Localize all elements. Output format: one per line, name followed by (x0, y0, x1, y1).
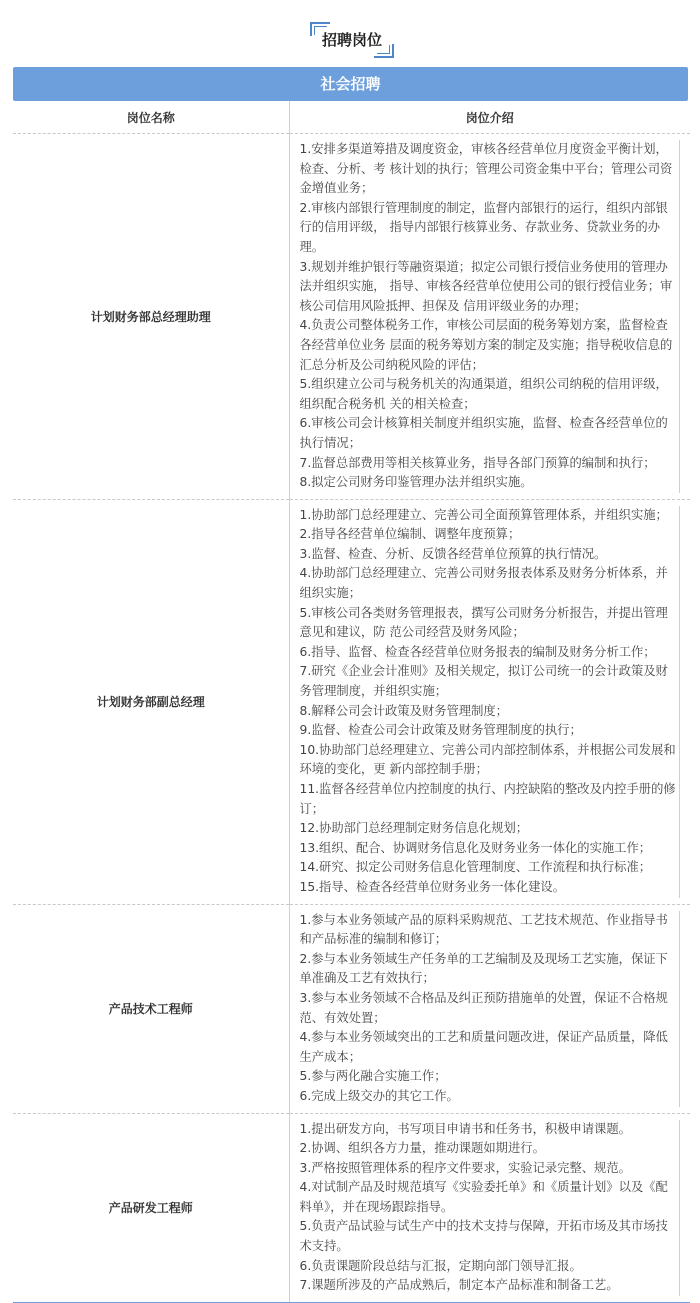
table-row (13, 1113, 690, 1302)
title-frame (310, 22, 394, 58)
description-line: 组织配合税务机 关的相关检查； (299, 396, 476, 411)
description-line: 4.协助部门总经理建立、完善公司财务报表体系及财务分析体系，并 (299, 566, 668, 581)
description-line: 执行情况； (299, 435, 361, 450)
position-description (289, 1113, 690, 1302)
description-line: 2.审核内部银行管理制度的制定，监督内部银行的运行，组织内部银 (299, 200, 668, 215)
description-line: 3.严格按照管理体系的程序文件要求，实验记录完整、规范。 (299, 1160, 631, 1175)
description-line: 术支持。 (299, 1239, 349, 1254)
description-line: 5.负责产品试验与试生产中的技术支持与保障，开拓市场及其市场技 (299, 1219, 668, 1234)
description-line: 6.负责课题阶段总结与汇报，定期向部门领导汇报。 (299, 1258, 582, 1273)
description-line: 5.参与两化融合实施工作； (299, 1069, 447, 1084)
position-name: 计划财务部副总经理 (13, 499, 289, 904)
description-line: 3.监督、检查、分析、反馈各经营单位预算的执行情况。 (299, 546, 607, 561)
description-block (300, 506, 681, 898)
description-line: 和产品标准的编制和修订； (299, 932, 448, 947)
description-line: 10.协助部门总经理建立、完善公司内部控制体系，并根据公司发展和 (299, 742, 676, 757)
position-description (289, 904, 690, 1113)
description-line: 行的信用评级， 指导内部银行核算业务、存款业务、贷款业务的办 (299, 220, 661, 235)
description-line: 法并组织实施， 指导、审核各经营单位使用公司的银行授信业务；审 (299, 279, 673, 294)
description-line: 料单》，并在现场跟踪指导。 (299, 1199, 454, 1214)
description-line: 14.研究、拟定公司财务信息化管理制度、工作流程和执行标准； (299, 860, 652, 875)
description-line: 1.提出研发方向，书写项目申请书和任务书，积极申请课题。 (299, 1121, 631, 1136)
description-line: 范、有效处置； (299, 1010, 386, 1025)
description-line: 4.参与本业务领域突出的工艺和质量问题改进，保证产品质量，降低 (299, 1030, 668, 1045)
page-header (0, 0, 700, 64)
position-name: 产品技术工程师 (13, 904, 289, 1113)
description-line: 5.审核公司各类财务管理报表，撰写公司财务分析报告，并提出管理 (299, 605, 668, 620)
description-line: 7.课题所涉及的产品成熟后，制定本产品标准和制备工艺。 (299, 1278, 619, 1293)
description-line: 理。 (299, 239, 325, 254)
description-line: 7.研究《企业会计准则》及相关规定，拟订公司统一的会计政策及财 (299, 664, 668, 679)
description-line: 9.监督、检查公司会计政策及财务管理制度的执行； (299, 723, 582, 738)
position-description (289, 499, 690, 904)
description-line: 1.参与本业务领域产品的原料采购规范、工艺技术规范、作业指导书 (299, 912, 668, 927)
description-block (300, 1120, 681, 1296)
description-line: 各经营单位业务 层面的税务筹划方案的制定及实施；指导税收信息的 (299, 337, 673, 352)
description-line: 4.负责公司整体税务工作，审核公司层面的税务筹划方案，监督检查 (299, 318, 668, 333)
description-line: 4.对试制产品及时规范填写《实验委托单》和《质量计划》以及《配 (299, 1180, 668, 1195)
description-line: 单准确及工艺有效执行； (299, 971, 435, 986)
position-name: 产品研发工程师 (13, 1113, 289, 1302)
table-header-row (13, 101, 690, 134)
job-table (13, 101, 690, 1303)
description-line: 意见和建议，防 范公司经营及财务风险； (299, 625, 525, 640)
table-body (13, 134, 690, 1303)
description-line: 11.监督各经营单位内控制度的执行、内控缺陷的整改及内控手册的修 (299, 782, 676, 796)
description-line: 订； (299, 801, 325, 816)
description-line: 6.完成上级交办的其它工作。 (299, 1088, 459, 1103)
description-block (300, 911, 681, 1107)
description-line: 环境的变化，更 新内部控制手册； (299, 762, 488, 777)
description-line: 12.协助部门总经理制定财务信息化规划； (299, 821, 529, 836)
description-line: 核公司信用风险抵押、担保及 信用评级业务的办理； (299, 298, 587, 313)
column-header-description: 岗位介绍 (289, 101, 690, 134)
description-line: 3.规划并维护银行等融资渠道；拟定公司银行授信业务使用的管理办 (299, 259, 668, 274)
description-line: 5.组织建立公司与税务机关的沟通渠道，组织公司纳税的信用评级， (299, 377, 668, 392)
description-line: 7.监督总部费用等相关核算业务，指导各部门预算的编制和执行； (299, 455, 656, 470)
description-line: 8.拟定公司财务印鉴管理办法并组织实施。 (299, 475, 533, 490)
section-banner: 社会招聘 (13, 67, 688, 101)
description-line: 13.组织、配合、协调财务信息化及财务业务一体化的实施工作； (299, 840, 652, 855)
description-line: 组织实施； (299, 586, 361, 601)
page-title: 招聘岗位 (321, 31, 382, 49)
description-line: 2.协调、组织各方力量，推动课题如期进行。 (299, 1141, 545, 1156)
description-line: 务管理制度，并组织实施； (299, 684, 448, 699)
table-row (13, 499, 690, 904)
description-line: 15.指导、检查各经营单位财务业务一体化建设。 (299, 879, 565, 894)
description-line: 6.指导、监督、检查各经营单位财务报表的编制及财务分析工作； (299, 644, 656, 659)
column-header-position: 岗位名称 (13, 101, 289, 134)
position-name: 计划财务部总经理助理 (13, 134, 289, 500)
description-block (300, 140, 681, 493)
description-line: 2.参与本业务领域生产任务单的工艺编制及及现场工艺实施，保证下 (299, 951, 668, 966)
description-line: 汇总分析及公司纳税风险的评估； (299, 357, 484, 372)
description-line: 8.解释公司会计政策及财务管理制度； (299, 703, 508, 718)
table-row (13, 134, 690, 500)
description-line: 2.指导各经营单位编制、调整年度预算； (299, 527, 521, 542)
description-line: 1.安排多渠道筹措及调度资金，审核各经营单位月度资金平衡计划， (299, 142, 668, 156)
description-line: 金增值业务； (299, 181, 374, 196)
description-line: 3.参与本业务领域不合格品及纠正预防措施单的处置，保证不合格规 (299, 990, 668, 1005)
description-line: 1.协助部门总经理建立、完善公司全面预算管理体系，并组织实施； (299, 507, 668, 522)
position-description (289, 134, 690, 500)
table-row (13, 904, 690, 1113)
description-line: 检查、分析、考 核计划的执行；管理公司资金集中平台；管理公司资 (299, 161, 673, 176)
description-line: 6.审核公司会计核算相关制度并组织实施，监督、检查各经营单位的 (299, 416, 668, 431)
description-line: 生产成本； (299, 1049, 361, 1064)
